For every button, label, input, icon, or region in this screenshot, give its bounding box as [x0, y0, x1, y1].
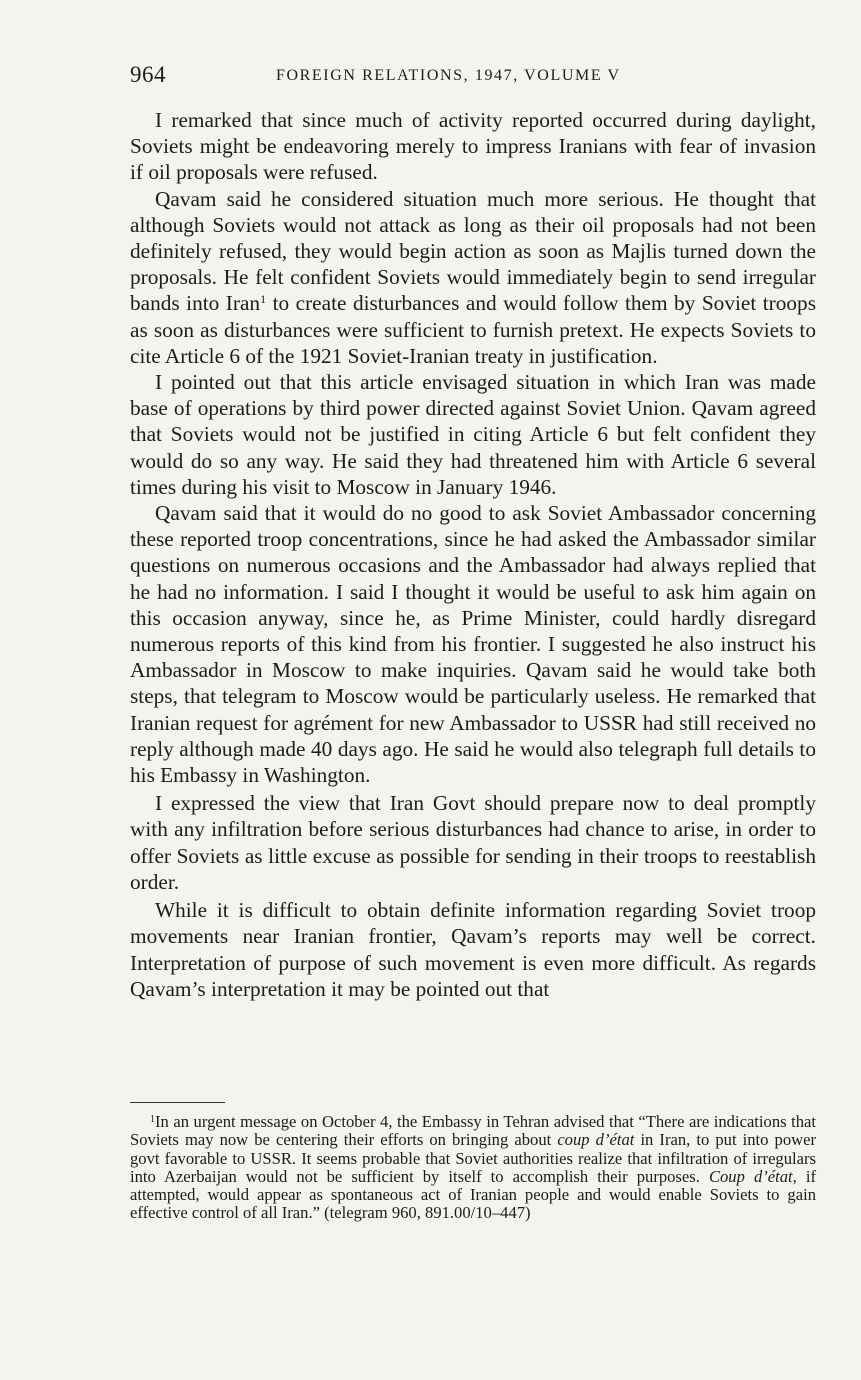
paragraph-2	[130, 186, 816, 369]
footnote-reference[interactable]: 1	[260, 292, 267, 307]
paragraph-2-text-b: to create disturbances and would follow them by Soviet troops as soon as disturbances were sufficient to furnish pretext. He expects Soviets to cite Article 6 of the 1921 Soviet-Iranian treaty in justification.	[130, 291, 816, 368]
footnote-marker: 1	[150, 1114, 155, 1125]
paragraph-4: Qavam said that it would do no good to ask Soviet Ambassador concerning these reported troop concentrations, since he had asked the Ambassador similar questions on numerous occasions and the Ambassador had always replied that he had no information. I said I thought it would be useful to ask him again on this occasion anyway, since he, as Prime Minister, could hardly disregard numerous reports of this kind from his frontier. I suggested he also instruct his Ambassador in Moscow to make inquiries. Qavam said he would take both steps, that telegram to Moscow would be particularly useless. He remarked that Iranian request for agrément for new Ambassador to USSR had still received no reply although made 40 days ago. He said he would also telegraph full details to his Embassy in Washington.	[130, 501, 816, 788]
footnote-divider	[130, 1102, 225, 1103]
footnote-text-2: in Iran, to put into power govt favorable to USSR. It seems probable that Soviet authorities realize that infiltration of irregulars into Azerbaijan would not be sufficient by itself to accomplish their purposes.	[130, 1130, 816, 1186]
paragraph-3: I pointed out that this article envisaged situation in which Iran was made base of operations by third power directed against Soviet Union. Qavam agreed that Soviets would not be justified in citing Article 6 but felt confident they would do so any way. He said they had threatened him with Article 6 several times during his visit to Moscow in January 1946.	[130, 370, 816, 499]
footnote-italic-2: Coup d’état	[708, 1166, 793, 1186]
paragraph-2-text-a: Qavam said he considered situation much more serious. He thought that although Soviets would not attack as long as their oil proposals had not been definitely refused, they would begin action as soon as Majlis turned down the proposals. He felt confident Soviets would immediately begin to send irregular bands into Iran	[130, 186, 816, 316]
footnote	[130, 1113, 816, 1223]
running-head	[130, 62, 820, 90]
body-text	[130, 107, 816, 1002]
page-number: 964	[130, 62, 166, 87]
paragraph-6: While it is difficult to obtain definite information regarding Soviet troop movements near Iranian frontier, Qavam’s reports may well be correct. Interpretation of purpose of such movement is even more difficult. As regards Qavam’s interpretation it may be pointed out that	[130, 898, 816, 1001]
paragraph-1: I remarked that since much of activity reported occurred during daylight, Soviets might be endeavoring merely to impress Iranians with fear of invasion if oil proposals were refused.	[130, 108, 816, 185]
footnote-italic-1: coup d’état	[557, 1130, 635, 1150]
running-title: FOREIGN RELATIONS, 1947, VOLUME V	[276, 67, 621, 84]
footnote-text-3: , if attempted, would appear as spontaneous act of Iranian people and would enable Soviets to gain effective control of all Iran.” (telegram 960, 891.00/10–447)	[130, 1166, 817, 1223]
footnote-text-1: In an urgent message on October 4, the Embassy in Tehran advised that “There are indications that Soviets may now be centering their efforts on bringing about	[130, 1112, 816, 1150]
paragraph-5: I expressed the view that Iran Govt should prepare now to deal promptly with any infiltration before serious disturbances had chance to arise, in order to offer Soviets as little excuse as possible for sending in their troops to reestablish order.	[130, 791, 816, 894]
